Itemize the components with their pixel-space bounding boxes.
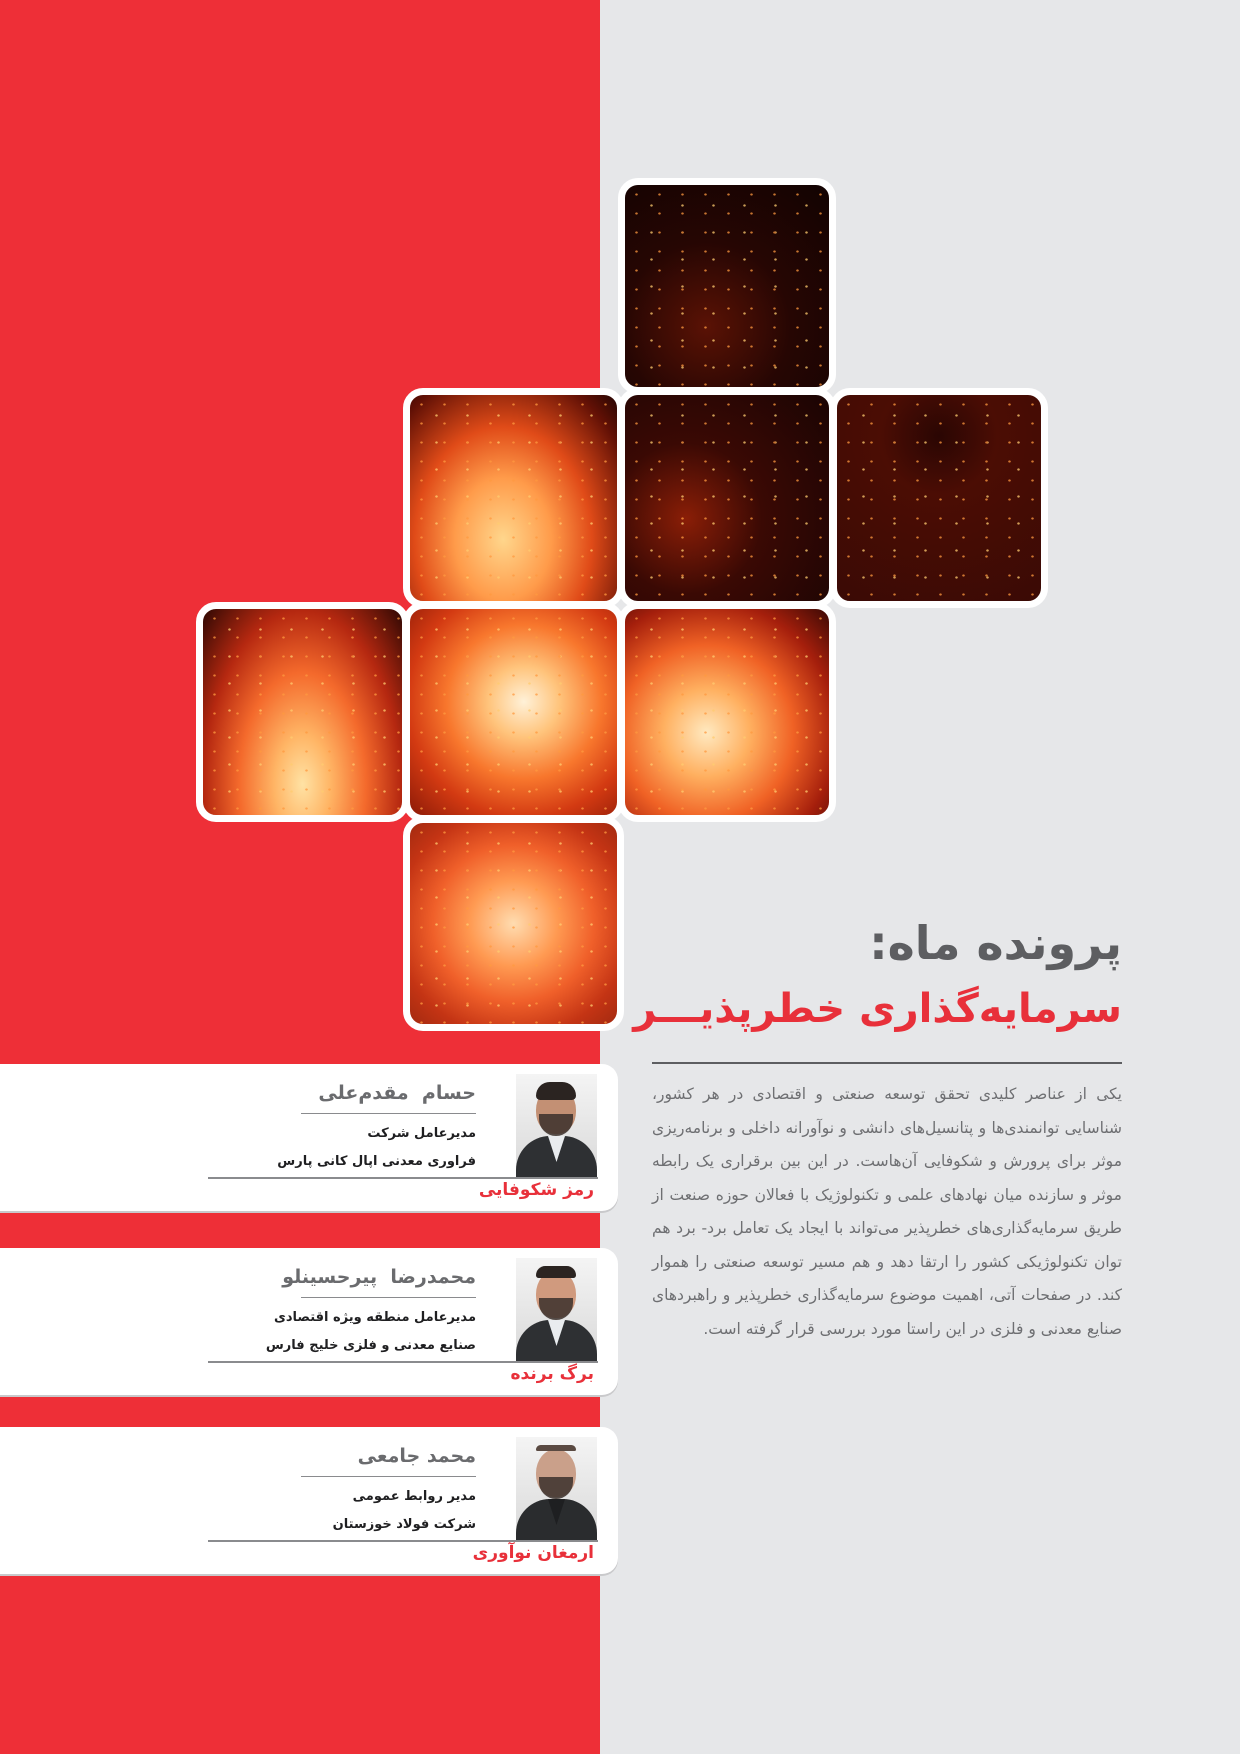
fire-tile bbox=[618, 178, 836, 394]
role-line: شرکت فولاد خوزستان bbox=[332, 1517, 476, 1532]
name-divider bbox=[301, 1476, 476, 1477]
role-line: فراوری معدنی اپال کانی پارس bbox=[277, 1154, 476, 1169]
person-card bbox=[0, 1427, 618, 1574]
role-line: مدیرعامل شرکت bbox=[367, 1126, 476, 1141]
page-title: پرونده ماه: bbox=[869, 916, 1122, 970]
person-role bbox=[266, 1304, 476, 1360]
name-divider bbox=[301, 1113, 476, 1114]
title-divider bbox=[652, 1062, 1122, 1064]
fire-tile bbox=[403, 388, 624, 608]
person-name: محمدرضا پیرحسینلو bbox=[282, 1266, 476, 1288]
person-photo bbox=[516, 1074, 597, 1177]
card-divider bbox=[208, 1361, 598, 1363]
role-line: مدیرعامل منطقه ویژه اقتصادی bbox=[273, 1310, 476, 1325]
person-name: محمد جامعی bbox=[357, 1445, 476, 1467]
role-line: مدیر روابط عمومی bbox=[352, 1489, 476, 1504]
person-photo bbox=[516, 1437, 597, 1540]
fire-tile bbox=[830, 388, 1048, 608]
fire-tile bbox=[618, 602, 836, 822]
person-card bbox=[0, 1248, 618, 1395]
article-tag: رمز شکوفایی bbox=[478, 1180, 594, 1200]
fire-tile bbox=[618, 388, 836, 608]
role-line: صنایع معدنی و فلزی خلیج فارس bbox=[265, 1338, 476, 1353]
card-divider bbox=[208, 1177, 598, 1179]
person-role bbox=[277, 1120, 476, 1176]
article-tag: ارمغان نوآوری bbox=[472, 1543, 594, 1563]
person-name: حسام مقدم‌علی bbox=[318, 1082, 476, 1104]
person-card bbox=[0, 1064, 618, 1211]
card-divider bbox=[208, 1540, 598, 1542]
name-divider bbox=[301, 1297, 476, 1298]
page-subtitle: سرمایه‌گذاری خطرپذیـــر bbox=[633, 985, 1122, 1032]
article-tag: برگ برنده bbox=[510, 1364, 594, 1384]
intro-paragraph: یکی از عناصر کلیدی تحقق توسعه صنعتی و اقتصادی در هر کشور، شناسایی توانمندی‌ها و پتانسیل‌های دانشی و نوآورانه داخلی و برنامه‌ریزی موثر برای پرورش و شکوفایی آن‌هاست. در این بین برقراری یک رابطه موثر و سازنده میان نهادهای علمی و تکنولوژیک با فعالان حوزه صنعت از طریق سرمایه‌گذاری‌های خطرپذیر می‌تواند با ایجاد یک تعامل برد- برد هم توان تکنولوژیکی کشور را ارتقا دهد و هم مسیر توسعه صنعتی را هموار کند. در صفحات آتی، اهمیت موضوع سرمایه‌گذاری خطرپذیر و راهبردهای صنایع معدنی و فلزی در این راستا مورد بررسی قرار گرفته است. bbox=[652, 1085, 1122, 1338]
title-block bbox=[562, 918, 1122, 1031]
fire-tile bbox=[403, 602, 624, 822]
person-photo bbox=[516, 1258, 597, 1361]
person-role bbox=[333, 1483, 476, 1539]
fire-tile bbox=[196, 602, 409, 822]
